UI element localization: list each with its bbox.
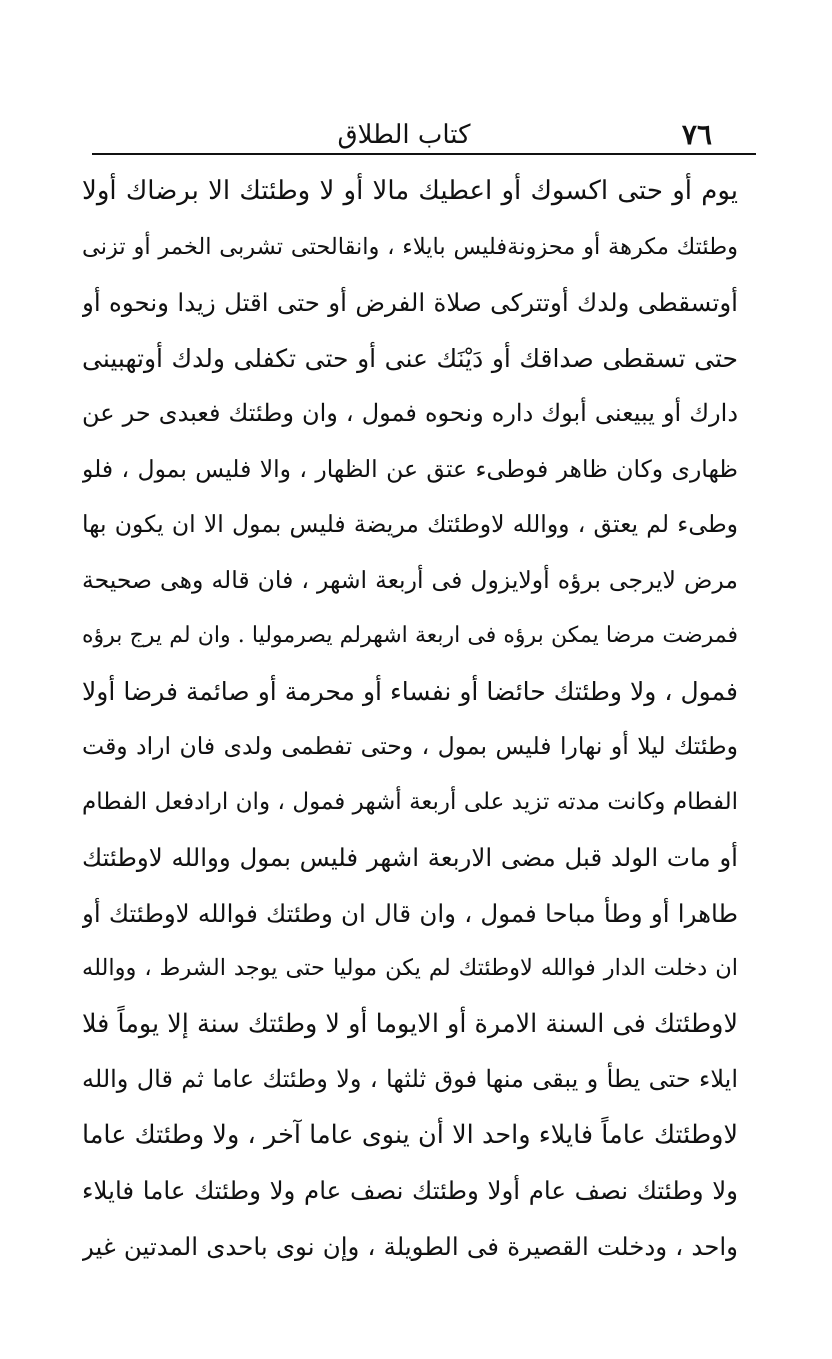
text-line: فمرضت مرضا يمكن برؤه فى اربعة اشهرلم يصرموليا . وان لم يرج برؤه [82, 623, 738, 648]
text-line: حتى تسقطى صداقك أو دَيْنَك عنى أو حتى تكفلى ولدك أوتهبينى [82, 343, 738, 373]
text-line: وطىء لم يعتق ، ووالله لاوطئتك مريضة فليس بمول الا ان يكون بها [82, 510, 738, 538]
text-line: لاوطئتك فى السنة الامرة أو الايوما أو لا وطئتك سنة إلا يوماً فلا [82, 1008, 738, 1039]
text-line: طاهرا أو وطأ مباحا فمول ، وان قال ان وطئتك فوالله لاوطئتك أو [82, 898, 738, 928]
text-line: ولا وطئتك نصف عام أولا وطئتك نصف عام ولا وطئتك عاما فايلاء [82, 1176, 738, 1205]
text-line: ان دخلت الدار فوالله لاوطئتك لم يكن موليا حتى يوجد الشرط ، ووالله [82, 955, 738, 981]
text-line: يوم أو حتى اكسوك أو اعطيك مالا أو لا وطئتك الا برضاك أولا [82, 176, 738, 206]
text-line: أو مات الولد قبل مضى الاربعة اشهر فليس بمول ووالله لاوطئتك [82, 843, 738, 872]
text-line: ايلاء حتى يطأ و يبقى منها فوق ثلثها ، ولا وطئتك عاما ثم قال والله [82, 1065, 738, 1093]
page-header [92, 112, 756, 158]
text-line: أوتسقطى ولدك أوتتركى صلاة الفرض أو حتى اقتل زيدا ونحوه أو [82, 288, 738, 317]
text-line: وطئتك ليلا أو نهارا فليس بمول ، وحتى تفطمى ولدى فان اراد وقت [82, 732, 738, 760]
page-number: ٧٦ [681, 118, 712, 151]
body-text [82, 164, 738, 1274]
text-line: مرض لايرجى برؤه أولايزول فى أربعة اشهر ، فان قاله وهى صحيحة [82, 565, 738, 594]
text-line: وطئتك مكرهة أو محزونةفليس بايلاء ، وانقالحتى تشربى الخمر أو تزنى [82, 233, 738, 260]
text-line: لاوطئتك عاماً فايلاء واحد الا أن ينوى عاما آخر ، ولا وطئتك عاما [82, 1119, 738, 1150]
text-line: الفطام وكانت مدته تزيد على أربعة أشهر فمول ، وان ارادفعل الفطام [82, 788, 738, 815]
text-line: ظهارى وكان ظاهر فوطىء عتق عن الظهار ، والا فليس بمول ، فلو [82, 454, 738, 483]
running-title: كتاب الطلاق [337, 120, 471, 150]
text-line: فمول ، ولا وطئتك حائضا أو نفساء أو محرمة أو صائمة فرضا أولا [82, 676, 738, 706]
text-line: واحد ، ودخلت القصيرة فى الطويلة ، وإن نوى باحدى المدتين غير [82, 1231, 738, 1261]
text-line: دارك أو يبيعنى أبوك داره ونحوه فمول ، وان وطئتك فعبدى حر عن [82, 399, 738, 427]
header-divider [92, 153, 756, 155]
